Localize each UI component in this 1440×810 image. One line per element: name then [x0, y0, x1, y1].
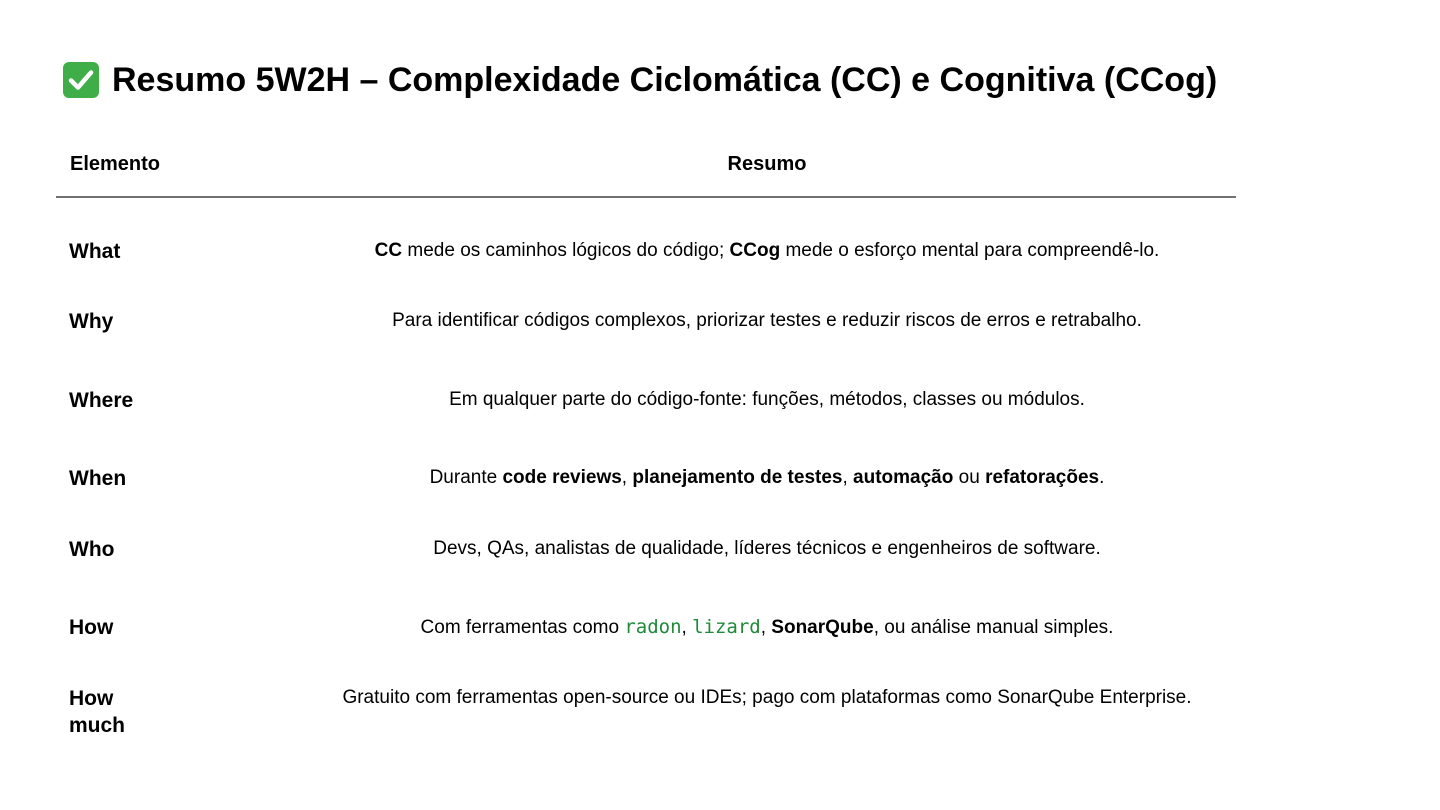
row-why-summary: Para identificar códigos complexos, priorizar testes e reduzir riscos de erros e retrabalho. — [392, 310, 1142, 331]
row-what-summary: CC mede os caminhos lógicos do código; CCog mede o esforço mental para compreendê-lo. — [374, 240, 1160, 261]
column-header-resumo: Resumo — [727, 153, 807, 175]
term-ccog: CCog — [729, 240, 781, 261]
code-lizard: lizard — [692, 616, 761, 638]
row-who-element: Who — [69, 538, 115, 561]
row-how-much-element-line-2: much — [69, 714, 126, 737]
row-how-element: How — [69, 616, 114, 639]
row-where-element: Where — [69, 389, 134, 412]
row-how-much-element-line-1: How — [69, 687, 114, 710]
row-when-summary: Durante code reviews, planejamento de testes, automação ou refatorações. — [429, 467, 1105, 488]
row-where-summary: Em qualquer parte do código-fonte: funções, métodos, classes ou módulos. — [449, 389, 1085, 410]
term-refatoracoes: refatorações — [985, 467, 1100, 488]
code-radon: radon — [624, 616, 682, 638]
term-sonarqube: SonarQube — [771, 617, 874, 638]
page-title — [62, 58, 1217, 102]
page-title-text: Resumo 5W2H – Complexidade Ciclomática (CC) e Cognitiva (CCog) — [112, 61, 1218, 99]
column-header-elemento: Elemento — [70, 153, 161, 175]
row-how-much-element — [69, 685, 219, 739]
term-code-reviews: code reviews — [502, 467, 622, 488]
term-automacao: automação — [853, 467, 954, 488]
row-who-summary: Devs, QAs, analistas de qualidade, líderes técnicos e engenheiros de software. — [433, 538, 1101, 559]
row-why-element: Why — [69, 310, 114, 333]
term-cc: CC — [374, 240, 403, 261]
row-how-much-summary: Gratuito com ferramentas open-source ou IDEs; pago com plataformas como SonarQube Enterprise. — [342, 687, 1192, 708]
term-planejamento-de-testes: planejamento de testes — [632, 467, 843, 488]
header-divider — [56, 196, 1236, 198]
row-what-element: What — [69, 240, 121, 263]
row-how-summary: Com ferramentas como radon, lizard, SonarQube, ou análise manual simples. — [420, 616, 1114, 638]
check-mark-button-icon — [62, 61, 100, 99]
row-when-element: When — [69, 467, 127, 490]
